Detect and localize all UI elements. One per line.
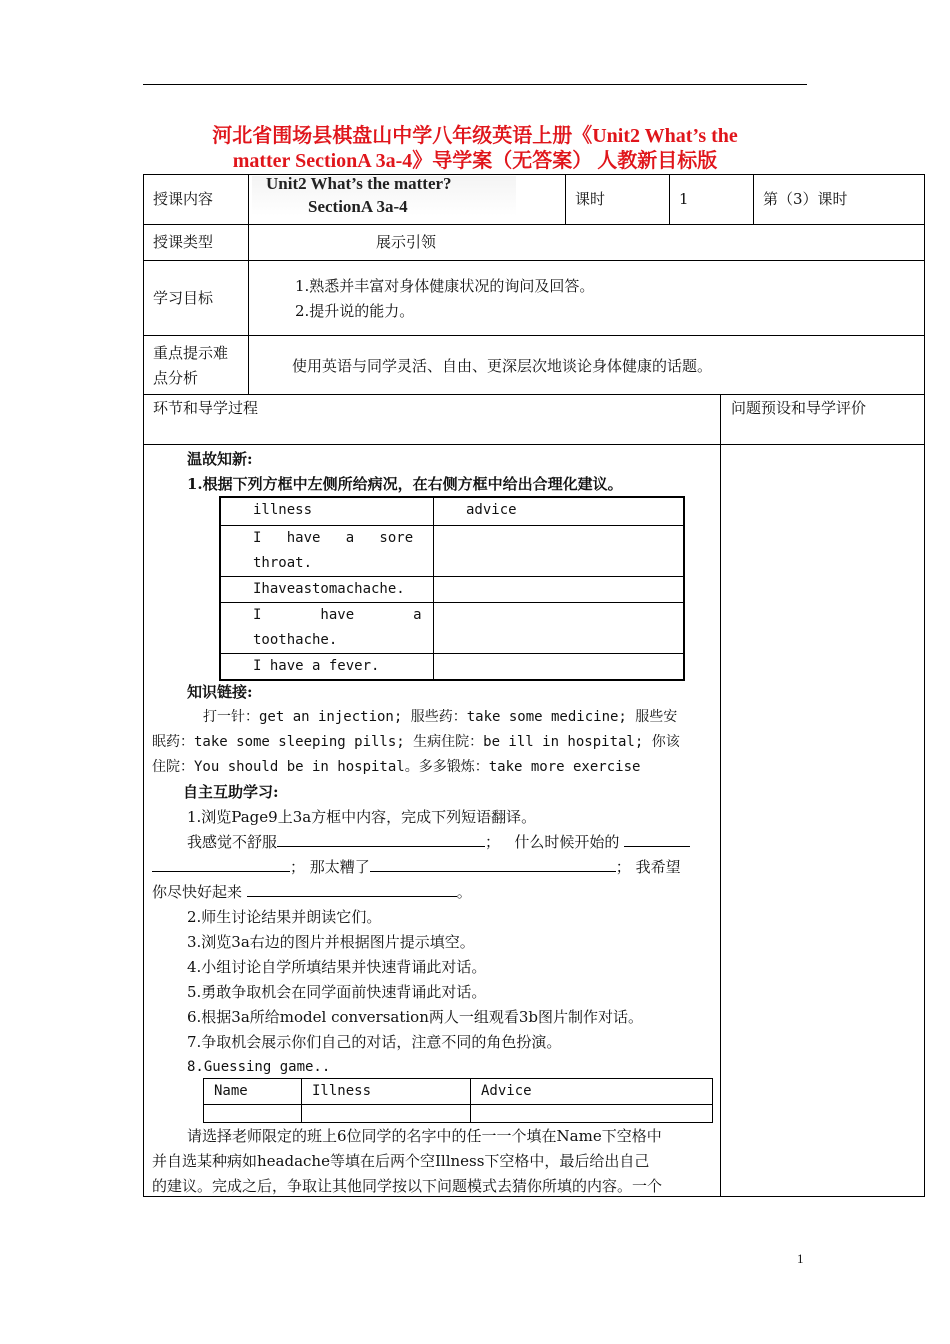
self-study-item-6: 6.根据3a所给model conversation两人一组观看3b图片制作对话。 (187, 1008, 644, 1026)
title-line-2: matter SectionA 3a-4》导学案（无答案） 人教新目标版 (232, 150, 718, 172)
name-header: Name (204, 1079, 302, 1105)
advice-cell[interactable] (471, 1105, 713, 1123)
blank-input[interactable] (247, 882, 457, 897)
translation-line-2: ； 那太糟了 ； 我希望 (152, 855, 714, 880)
goal-1: 1.熟悉并丰富对身体健康状况的询问及回答。 (295, 277, 595, 295)
review-task: 1.根据下列方框中左侧所给病况，在右侧方框中给出合理化建议。 (187, 475, 623, 493)
key-label-1: 重点提示难 (153, 344, 229, 362)
type-value: 展示引领 (376, 233, 437, 251)
advice-cell[interactable] (434, 525, 685, 576)
topic-line-2: SectionA 3a-4 (308, 197, 408, 216)
blank-input[interactable] (277, 832, 485, 847)
advice-col-header: Advice (471, 1079, 713, 1105)
advice-cell[interactable] (434, 602, 685, 653)
self-study-item-4: 4.小组讨论自学所填结果并快速背诵此对话。 (187, 958, 487, 976)
self-study-item-1: 1.浏览Page9上3a方框中内容，完成下列短语翻译。 (187, 808, 537, 826)
advice-cell[interactable] (434, 653, 685, 680)
topic-image (252, 176, 516, 216)
title-line-1: 河北省围场县棋盘山中学八年级英语上册《Unit2 What’s the (212, 125, 738, 147)
game-instruction-1: 请选择老师限定的班上6位同学的名字中的任一一个填在Name下空格中 (187, 1127, 662, 1145)
lesson-number: 第（3）课时 (763, 190, 848, 208)
blank-input[interactable] (370, 857, 616, 872)
self-study-item-2: 2.师生讨论结果并朗读它们。 (187, 908, 382, 926)
illness-col-header: Illness (302, 1079, 471, 1105)
period-value: 1 (679, 190, 689, 208)
illness-row: I have a fever. (220, 653, 434, 680)
game-instruction-3: 的建议。完成之后，争取让其他同学按以下问题模式去猜你所填的内容。一个 (152, 1177, 663, 1195)
knowledge-line-2: 眠药：take some sleeping pills; 生病住院：be ill in hospital; 你该 (152, 734, 680, 750)
illness-row: I have a sore throat. (220, 525, 434, 576)
key-value: 使用英语与同学灵活、自由、更深层次地谈论身体健康的话题。 (292, 357, 713, 375)
knowledge-line-1: 打一针：get an injection; 服些药：take some medicine; 服些安 (203, 709, 678, 725)
illness-advice-table (219, 496, 685, 681)
topic-line-1: Unit2 What’s the matter? (266, 174, 452, 193)
blank-input[interactable] (152, 857, 290, 872)
goal-2: 2.提升说的能力。 (295, 302, 415, 320)
self-study-heading: 自主互助学习: (183, 783, 279, 801)
self-study-item-7: 7.争取机会展示你们自己的对话，注意不同的角色扮演。 (187, 1033, 562, 1051)
advice-cell[interactable] (434, 576, 685, 602)
illness-row: I have a toothache. (220, 602, 434, 653)
translation-line-3: 你尽快好起来 。 (152, 883, 472, 901)
content-label: 授课内容 (153, 190, 214, 208)
game-instruction-2: 并自选某种病如headache等填在后两个空Illness下空格中，最后给出自己 (152, 1152, 650, 1170)
knowledge-line-3: 住院：You should be in hospital。多多锻炼：take more exercise (152, 759, 641, 775)
page-number: 1 (797, 1251, 804, 1266)
period-label: 课时 (575, 190, 606, 208)
goals-label: 学习目标 (153, 289, 214, 307)
illness-row: Ihaveastomachache. (220, 576, 434, 602)
name-cell[interactable] (204, 1105, 302, 1123)
translation-line-1: 我感觉不舒服 ； 什么时候开始的 (187, 830, 749, 855)
knowledge-heading: 知识链接: (187, 683, 253, 701)
type-label: 授课类型 (153, 233, 214, 251)
self-study-item-3: 3.浏览3a右边的图片并根据图片提示填空。 (187, 933, 475, 951)
top-rule (143, 84, 807, 85)
self-study-item-5: 5.勇敢争取机会在同学面前快速背诵此对话。 (187, 983, 487, 1001)
blank-input[interactable] (624, 832, 690, 847)
self-study-item-8: 8.Guessing game.. (187, 1059, 331, 1075)
key-label-2: 点分析 (153, 369, 199, 387)
document-title (150, 124, 800, 174)
illness-cell[interactable] (302, 1105, 471, 1123)
guessing-game-table (203, 1078, 713, 1123)
illness-header: illness (220, 497, 434, 525)
process-label: 环节和导学过程 (153, 399, 259, 417)
evaluation-label: 问题预设和导学评价 (731, 399, 867, 417)
advice-header: advice (434, 497, 685, 525)
review-heading: 温故知新: (187, 450, 253, 468)
